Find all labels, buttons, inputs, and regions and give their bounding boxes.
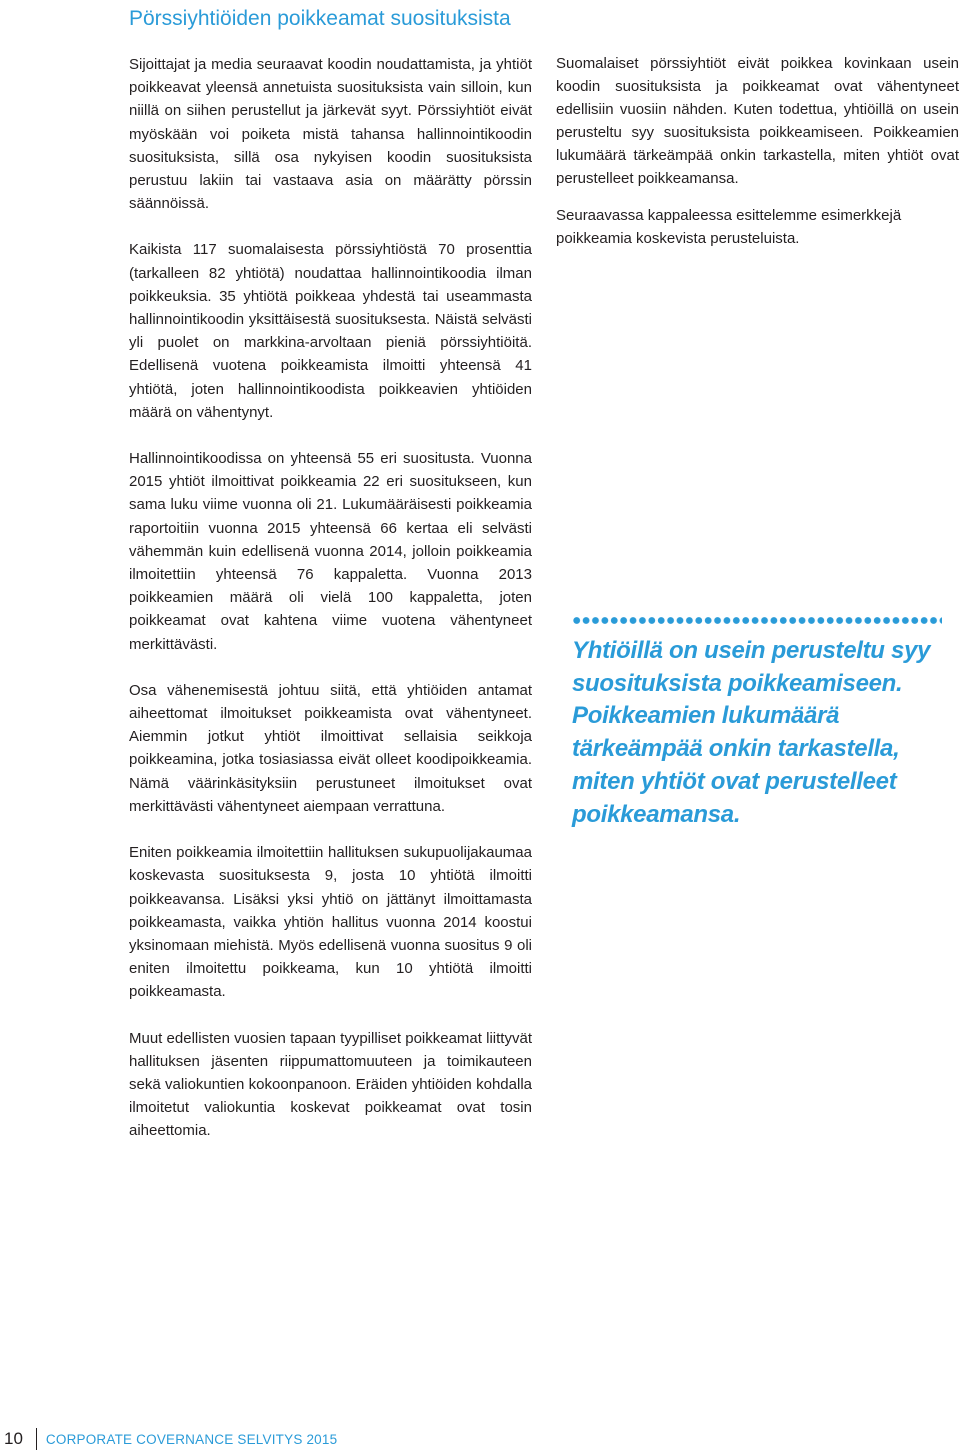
page-footer xyxy=(4,1427,337,1451)
body-paragraph-4: Osa vähenemisestä johtuu siitä, että yhtiöiden antamat aiheettomat ilmoitukset poikkeamista ovat vähentyneet. Aiemmin jotkut yhtiöt ilmoittivat sellaisia seikkoja poikkeamina, jotka tosiasiassa eivät olleet koodipoikkeamia. Nämä väärinkäsityksiin perustuneet ilmoitukset ovat merkittävästi vähentyneet aiempaan verrattuna. xyxy=(129,681,532,815)
article-title: Pörssiyhtiöiden poikkeamat suosituksista xyxy=(129,7,511,30)
dotted-rule xyxy=(572,614,942,627)
page-number: 10 xyxy=(4,1429,23,1448)
body-paragraph-2: Kaikista 117 suomalaisesta pörssiyhtiöstä 70 prosenttia (tarkalleen 82 yhtiötä) noudattaa hallinnointikoodia ilman poikkeuksia. 35 yhtiötä poikkeaa yhdestä tai useammasta hallinnointikoodin yksittäisestä suosituksesta. Näistä selvästi yli puolet on markkina-arvoltaan pieniä pörssiyhtiöitä. Edellisenä vuotena poikkeamista ilmoitti yhteensä 41 yhtiötä, joten hallinnointikoodista poikkeavien yhtiöiden määrä on vähentynyt. xyxy=(129,241,532,421)
right-paragraph-2: Seuraavassa kappaleessa esittelemme esimerkkejä poikkeamia koskevista perusteluista. xyxy=(556,207,902,247)
pull-quote-text: Yhtiöillä on usein perusteltu syy suosituksista poikkeamiseen. Poikkeamien lukumäärä tärkeämpää onkin tarkastella, miten yhtiöt ovat perustelleet poikkeamansa. xyxy=(572,637,931,828)
body-paragraph-6: Muut edellisten vuosien tapaan tyypilliset poikkeamat liittyvät hallituksen jäsenten riippumattomuuteen ja toimikauteen sekä valiokuntien kokoonpanoon. Eräiden yhtiöiden kohdalla ilmoitetut valiokuntia koskevat poikkeamat ovat tosin aiheettomia. xyxy=(129,1029,532,1140)
body-paragraph-5: Eniten poikkeamia ilmoitettiin hallituksen sukupuolijakaumaa koskevasta suosituksesta 9, josta 10 yhtiötä ilmoitti poikkeavansa. Lisäksi yksi yhtiö on jättänyt ilmoittamasta poikkeamasta, vaikka yhtiön hallitus vuonna 2014 koostui yksinomaan miehistä. Myös edellisenä vuonna suositus 9 oli eniten ilmoitettu poikkeama, kun 10 yhtiötä ilmoitti poikkeamasta. xyxy=(129,844,532,1001)
right-paragraph-1: Suomalaiset pörssiyhtiöt eivät poikkea kovinkaan usein koodin suosituksista ja poikkeamat ovat vähentyneet edellisiin vuosiin nähden. Kuten todettua, yhtiöillä on usein perusteltu syy suosituksista poikkeamiseen. Poikkeamien lukumäärä tärkeämpää onkin tarkastella, miten yhtiöt ovat perustelleet poikkeamansa. xyxy=(556,55,959,187)
body-paragraph-3: Hallinnointikoodissa on yhteensä 55 eri suositusta. Vuonna 2015 yhtiöt ilmoittivat poikkeamia 22 eri suositukseen, kun sama luku viime vuonna oli 21. Lukumääräisesti poikkeamia raportoitiin vuonna 2015 yhteensä 66 kertaa eli selvästi vähemmän kuin edellisenä vuonna 2014, jolloin poikkeamia ilmoitettiin yhteensä 76 kappaletta. Vuonna 2013 poikkeamien määrä oli vielä 100 kappaletta, joten poikkeamat ovat kahtena viime vuotena vähentyneet merkittävästi. xyxy=(129,450,532,653)
body-paragraph-1: Sijoittajat ja media seuraavat koodin noudattamista, ja yhtiöt poikkeavat yleensä annetuista suosituksista vain silloin, kun niillä on siihen perustellut ja järkevät syyt. Pörssiyhtiöt eivät myöskään voi poiketa mistä tahansa hallinnointikoodin suosituksista, sillä osa nykyisen koodin suosituksista perustuu lakiin tai vastaava asia on määrätty pörssin säännöissä. xyxy=(129,56,532,213)
publication-title: CORPORATE COVERNANCE SELVITYS 2015 xyxy=(45,1431,338,1447)
left-column xyxy=(129,0,532,1166)
right-column xyxy=(556,52,959,264)
pull-quote xyxy=(572,614,942,831)
footer-divider xyxy=(36,1428,37,1450)
